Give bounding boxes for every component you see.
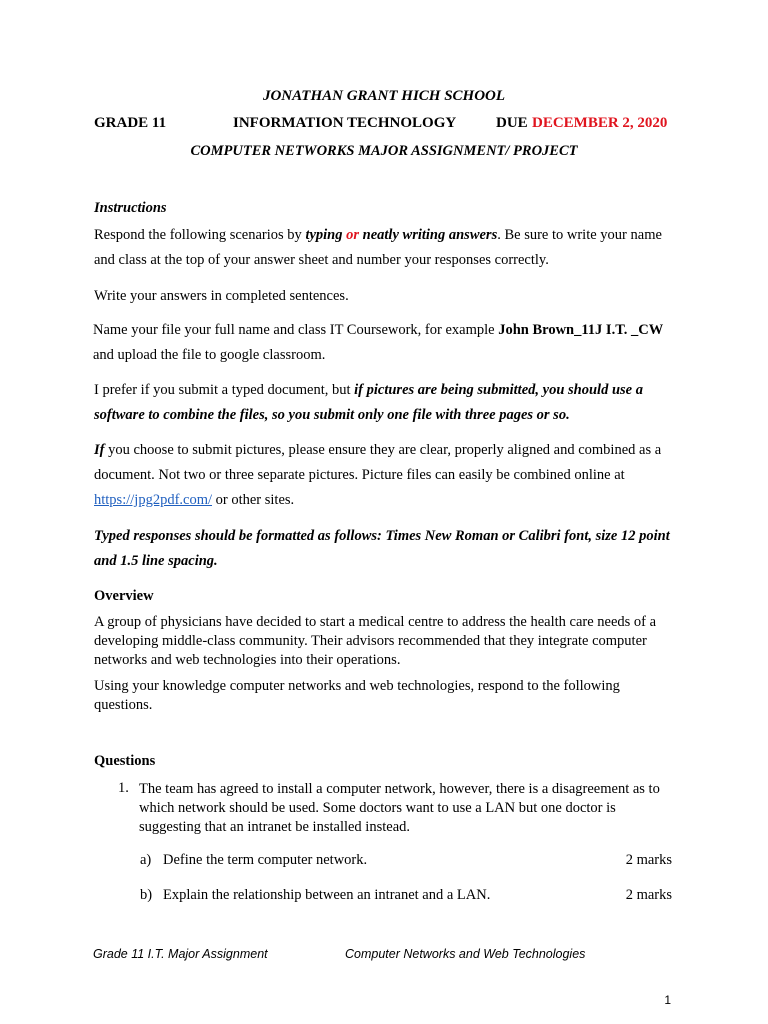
due-label: DUE (496, 115, 528, 131)
question-text: The team has agreed to install a computer network, however, there is a disagreement as to which network should be used. Some doctors want to use a LAN but one doctor is suggesting that an intranet be installed instead. (139, 781, 660, 835)
instructions-heading: Instructions (94, 200, 167, 216)
overview-heading: Overview (94, 588, 154, 604)
sub-letter: b) (140, 887, 153, 903)
instructions-paragraph-3: Name your file your full name and class IT Coursework, for example John Brown_11J I.T. _CW and upload the file to google classroom. (93, 322, 664, 363)
question-number: 1. (118, 780, 129, 796)
due-date: DECEMBER 2, 2020 (532, 115, 668, 131)
footer-left: Grade 11 I.T. Major Assignment (93, 947, 268, 961)
sub-text: Explain the relationship between an intranet and a LAN. (163, 887, 491, 903)
instructions-paragraph-2: Write your answers in completed sentences. (94, 288, 349, 304)
overview-paragraph-1: A group of physicians have decided to start a medical centre to address the health care needs of a developing middle-class community. Their advisors recommended that they integrate computer networks and web technologies into their operations. (94, 614, 657, 668)
instructions-paragraph-5: If you choose to submit pictures, please ensure they are clear, properly aligned and combined as a document. Not two or three separate pictures. Picture files can easily be combined online at https://jpg2pdf.com/ or other sites. (94, 442, 662, 508)
jpg2pdf-link[interactable]: https://jpg2pdf.com/ (94, 492, 213, 508)
questions-heading: Questions (94, 753, 156, 769)
formatting-note: Typed responses should be formatted as follows: Times New Roman or Calibri font, size 12 point and 1.5 line spacing. (94, 528, 670, 569)
grade-label: GRADE 11 (94, 115, 167, 131)
footer-right: Computer Networks and Web Technologies (345, 947, 586, 961)
overview-paragraph-2: Using your knowledge computer networks and web technologies, respond to the following questions. (94, 678, 620, 713)
sub-text: Define the term computer network. (163, 852, 368, 868)
sub-marks: 2 marks (625, 887, 672, 903)
sub-letter: a) (140, 852, 152, 868)
sub-marks: 2 marks (625, 852, 672, 868)
subject-label: INFORMATION TECHNOLOGY (233, 115, 457, 131)
page-number: 1 (664, 993, 671, 1007)
instructions-paragraph-4: I prefer if you submit a typed document, but if pictures are being submitted, you should use a software to combine the files, so you submit only one file with three pages or so. (94, 382, 643, 423)
assignment-title: COMPUTER NETWORKS MAJOR ASSIGNMENT/ PROJECT (190, 143, 578, 159)
school-name: JONATHAN GRANT HICH SCHOOL (262, 88, 506, 104)
instructions-paragraph-1: Respond the following scenarios by typing or neatly writing answers. Be sure to write your name and class at the top of your answer sheet and number your responses correctly. (94, 227, 662, 268)
